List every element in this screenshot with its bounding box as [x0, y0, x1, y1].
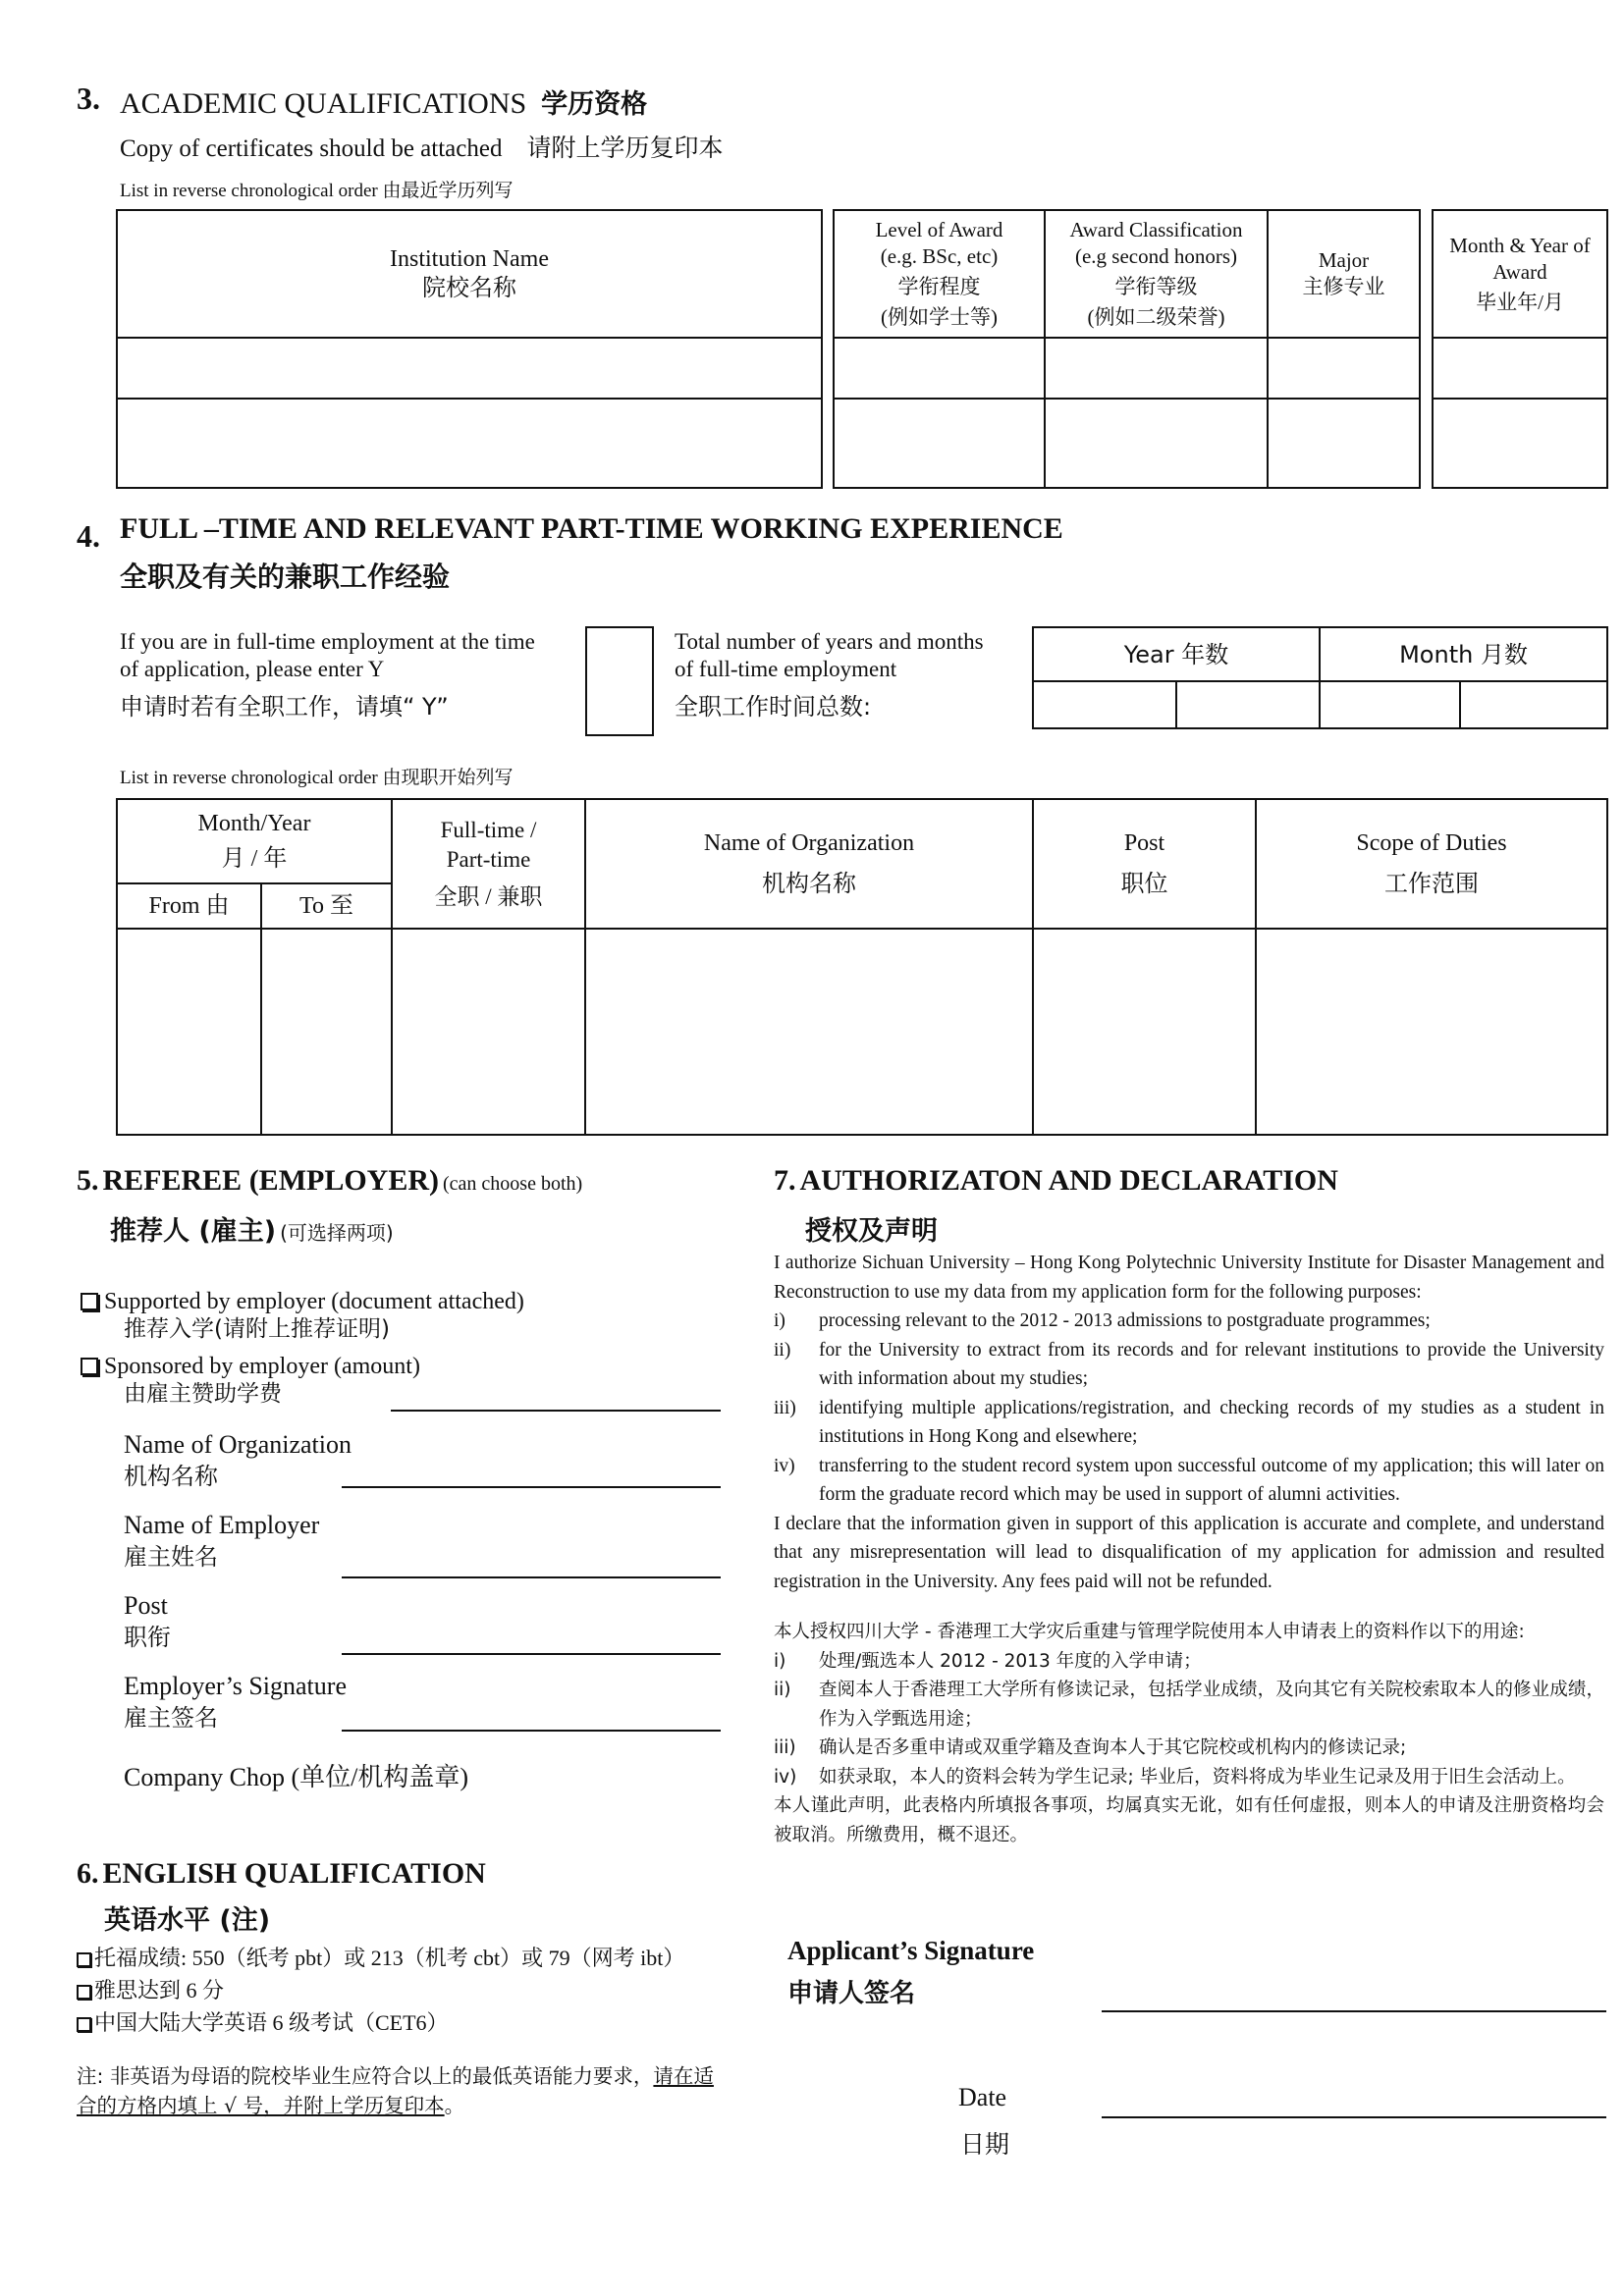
fulltime-input[interactable] — [392, 929, 585, 1135]
class-input-2[interactable] — [1045, 399, 1268, 488]
col-institution-header — [117, 210, 822, 338]
col-organization-en: Name of Organization — [703, 830, 915, 856]
declaration-item-cn-4-text: 如获录取，本人的资料会转为学生记录; 毕业后，资料将成为毕业生记录及用于旧生会活动上。 — [819, 1766, 1576, 1788]
col-month-year-cn: 月 / 年 — [221, 846, 288, 872]
supported-label-cn: 推荐入学(请附上推荐证明) — [124, 1316, 390, 1342]
declaration-item-2 — [774, 1336, 1604, 1394]
col-award-date-header — [1433, 210, 1607, 338]
section-5-title-cn-note: (可选择两项) — [280, 1221, 394, 1245]
col-level-en2: (e.g. BSc, etc) — [880, 244, 999, 268]
col-level-header — [834, 210, 1045, 338]
section-4-order-note: List in reverse chronological order 由现职开始列写 — [120, 768, 514, 788]
section-3-title-cn: 学历资格 — [541, 89, 648, 120]
declaration-item-4-num: iv) — [774, 1455, 795, 1476]
month-header: Month 月数 — [1320, 627, 1607, 681]
from-input[interactable] — [117, 929, 261, 1135]
section-3-note-en: Copy of certificates should be attached — [120, 135, 503, 162]
referee-signature-label — [124, 1671, 347, 1734]
declaration-item-cn-3 — [774, 1734, 1604, 1763]
institution-input-2[interactable] — [117, 399, 822, 488]
declaration-item-2-text: for the University to extract from its records and for relevant institutions to provide the University with information about my studies; — [819, 1339, 1604, 1389]
sponsored-checkbox[interactable] — [81, 1358, 98, 1375]
col-organization-cn: 机构名称 — [762, 872, 856, 897]
referee-signature-cn: 雇主签名 — [124, 1704, 218, 1732]
section-4-title-cn: 全职及有关的兼职工作经验 — [120, 561, 451, 593]
col-level-en1: Level of Award — [875, 218, 1003, 241]
col-class-cn1: 学衔等级 — [1114, 275, 1198, 298]
col-level-cn1: 学衔程度 — [897, 275, 981, 298]
section-3-order-note: List in reverse chronological order 由最近学历列写 — [120, 181, 514, 201]
organization-input[interactable] — [585, 929, 1033, 1135]
referee-signature-en: Employer’s Signature — [124, 1672, 347, 1700]
col-major-header — [1268, 210, 1420, 338]
total-employment-cn: 全职工作时间总数: — [675, 693, 872, 721]
col-scope-cn: 工作范围 — [1384, 872, 1479, 897]
applicant-signature-line[interactable] — [1102, 2010, 1606, 2012]
declaration-item-cn-4-num: iv) — [774, 1766, 797, 1788]
col-institution-en: Institution Name — [390, 246, 549, 272]
col-class-en2: (e.g second honors) — [1074, 244, 1238, 268]
col-post-en: Post — [1123, 830, 1165, 856]
col-class-cn2: (例如二级荣誉) — [1087, 305, 1225, 329]
declaration-item-3 — [774, 1394, 1604, 1452]
ielts-label: 雅思达到 6 分 — [94, 1978, 225, 2002]
declaration-item-cn-2-text: 查阅本人于香港理工大学所有修读记录，包括学业成绩，及向其它有关院校索取本人的修业成绩，作为入学甄选用途； — [819, 1680, 1604, 1730]
referee-employer-line[interactable] — [342, 1576, 721, 1578]
sponsored-by-employer-option[interactable] — [81, 1353, 420, 1381]
section-5-heading — [77, 1164, 582, 1198]
ielts-option[interactable] — [77, 1974, 684, 2006]
sponsored-amount-line[interactable] — [391, 1410, 721, 1412]
col-institution-cn: 院校名称 — [422, 276, 516, 301]
work-experience-table — [116, 798, 1608, 1136]
section-6-number: 6. — [77, 1857, 99, 1890]
declaration-item-cn-2 — [774, 1676, 1604, 1734]
declaration-intro: I authorize Sichuan University – Hong Kong Polytechnic University Institute for Disaster Management and Reconstruction to use my data from my application form for the following purposes: — [774, 1253, 1604, 1303]
supported-label-en: Supported by employer (document attached) — [104, 1289, 524, 1314]
total-employment-en1: Total number of years and months — [675, 629, 984, 654]
fulltime-question-en2: of application, please enter Y — [120, 657, 385, 681]
date-label: Date — [958, 2083, 1007, 2111]
academic-date-table — [1432, 209, 1608, 489]
referee-post-en: Post — [124, 1591, 168, 1620]
col-scope-en: Scope of Duties — [1356, 830, 1507, 856]
declaration-item-1 — [774, 1307, 1604, 1336]
section-4-title: FULL –TIME AND RELEVANT PART-TIME WORKING EXPERIENCE — [120, 512, 1063, 545]
award-date-input-1[interactable] — [1433, 338, 1607, 399]
col-date-cn: 毕业年/月 — [1476, 290, 1564, 314]
declaration-item-cn-1-num: i) — [774, 1650, 786, 1672]
section-7-number: 7. — [774, 1164, 796, 1197]
declaration-item-cn-4 — [774, 1763, 1604, 1792]
english-note-c: 合的方格内填上 √ 号，并附上学历复印本 — [77, 2094, 445, 2117]
declaration-item-cn-1 — [774, 1647, 1604, 1677]
declaration-item-2-num: ii) — [774, 1339, 791, 1361]
declaration-item-3-num: iii) — [774, 1397, 796, 1418]
col-from-header: From 由 — [117, 883, 261, 929]
col-post-cn: 职位 — [1120, 872, 1168, 897]
date-line[interactable] — [1102, 2116, 1606, 2118]
fulltime-question-cn: 申请时若有全职工作，请填“ Y” — [120, 693, 449, 721]
section-5-title-cn: 推荐人 (雇主) — [110, 1216, 277, 1247]
applicant-signature-label: Applicant’s Signature — [787, 1936, 1035, 1965]
declaration-item-4 — [774, 1452, 1604, 1510]
declaration-item-cn-1-text: 处理/甄选本人 2012 - 2013 年度的入学申请； — [819, 1650, 1202, 1672]
applicant-signature-label-cn: 申请人签名 — [787, 1979, 916, 2008]
declaration-intro-cn: 本人授权四川大学 - 香港理工大学灾后重建与管理学院使用本人申请表上的资料作以下的用途: — [774, 1622, 1525, 1642]
company-chop-label: Company Chop (单位/机构盖章) — [124, 1763, 468, 1791]
referee-org-cn: 机构名称 — [124, 1463, 218, 1490]
col-fulltime-en1: Full-time / — [440, 818, 537, 842]
declaration-text-cn — [774, 1618, 1604, 1849]
scope-input[interactable] — [1256, 929, 1607, 1135]
total-employment-en2: of full-time employment — [675, 657, 897, 681]
english-options — [77, 1942, 684, 2039]
academic-institution-table — [116, 209, 823, 489]
col-fulltime-header — [392, 799, 585, 929]
section-5-heading-cn — [110, 1209, 394, 1248]
referee-org-label — [124, 1429, 352, 1492]
col-to-header: To 至 — [261, 883, 392, 929]
section-5-title: REFEREE (EMPLOYER) — [102, 1164, 440, 1197]
col-fulltime-cn: 全职 / 兼职 — [434, 884, 543, 909]
section-6-title-cn: 英语水平 (注) — [104, 1905, 271, 1936]
declaration-item-1-text: processing relevant to the 2012 - 2013 admissions to postgraduate programmes; — [819, 1310, 1431, 1331]
level-input-1[interactable] — [834, 338, 1045, 399]
post-input[interactable] — [1033, 929, 1256, 1135]
year-header: Year 年数 — [1033, 627, 1320, 681]
supported-by-employer-option[interactable] — [81, 1288, 524, 1316]
section-5-number: 5. — [77, 1164, 99, 1197]
declaration-item-cn-2-num: ii) — [774, 1680, 791, 1700]
declaration-item-3-text: identifying multiple applications/registration, and checking records of my studies as a student in institutions in Hong Kong and elsewhere; — [819, 1397, 1604, 1447]
major-input-1[interactable] — [1268, 338, 1420, 399]
declaration-item-4-text: transferring to the student record system upon successful outcome of my application; this will later on form the graduate record which may be used in support of alumni activities. — [819, 1455, 1604, 1505]
referee-post-line[interactable] — [342, 1653, 721, 1655]
col-fulltime-en2: Part-time — [446, 847, 531, 872]
referee-employer-cn: 雇主姓名 — [124, 1543, 218, 1571]
section-3-title — [120, 82, 647, 121]
col-class-header — [1045, 210, 1268, 338]
level-input-2[interactable] — [834, 399, 1045, 488]
major-input-2[interactable] — [1268, 399, 1420, 488]
section-7-title-cn: 授权及声明 — [805, 1216, 938, 1247]
declaration-statement: I declare that the information given in support of this application is accurate and complete, and understand that any misrepresentation will lead to disqualification of my application for admission and resulted registration in the University. Any fees paid will not be refunded. — [774, 1513, 1604, 1592]
col-date-en2: Award — [1492, 259, 1547, 284]
award-date-input-2[interactable] — [1433, 399, 1607, 488]
date-label-cn: 日期 — [960, 2130, 1010, 2159]
section-3-note-cn: 请附上学历复印本 — [526, 133, 724, 162]
to-input[interactable] — [261, 929, 392, 1135]
cet6-label: 中国大陆大学英语 6 级考试（CET6） — [94, 2010, 449, 2035]
section-6-title: ENGLISH QUALIFICATION — [102, 1857, 486, 1890]
total-employment-label — [675, 628, 984, 721]
col-major-cn: 主修专业 — [1302, 275, 1385, 298]
declaration-item-cn-3-num: iii) — [774, 1737, 796, 1758]
referee-post-cn: 职衔 — [124, 1624, 171, 1651]
section-4-number: 4. — [77, 518, 100, 554]
supported-checkbox[interactable] — [81, 1293, 98, 1310]
toefl-label: 托福成绩: 550（纸考 pbt）或 213（机考 cbt）或 79（网考 ibt） — [94, 1946, 685, 1970]
sponsored-label-en: Sponsored by employer (amount) — [104, 1354, 420, 1379]
section-3-title-en: ACADEMIC QUALIFICATIONS — [120, 87, 527, 120]
referee-org-en: Name of Organization — [124, 1430, 352, 1459]
declaration-statement-cn: 本人谨此声明，此表格内所填报各事项，均属真实无讹，如有任何虚报，则本人的申请及注册资格均会被取消。所缴费用，概不退还。 — [774, 1795, 1604, 1845]
english-note-b: 请在适 — [653, 2064, 714, 2088]
toefl-option[interactable] — [77, 1942, 684, 1974]
section-5-title-note: (can choose both) — [443, 1173, 583, 1195]
col-scope-header — [1256, 799, 1607, 929]
declaration-text — [774, 1249, 1604, 1596]
institution-input-1[interactable] — [117, 338, 822, 399]
cet6-option[interactable] — [77, 2006, 684, 2039]
col-class-en1: Award Classification — [1069, 218, 1243, 241]
section-6-heading — [77, 1857, 486, 1891]
month-input-1[interactable] — [1320, 681, 1460, 728]
fulltime-question — [120, 628, 535, 721]
total-years-months-table — [1032, 626, 1608, 729]
sponsored-label-cn: 由雇主赞助学费 — [124, 1381, 282, 1407]
col-organization-header — [585, 799, 1033, 929]
year-input-2[interactable] — [1176, 681, 1320, 728]
col-month-year-header — [117, 799, 392, 883]
referee-employer-en: Name of Employer — [124, 1511, 320, 1539]
referee-signature-line[interactable] — [342, 1730, 721, 1732]
section-7-title: AUTHORIZATON AND DECLARATION — [799, 1164, 1338, 1197]
ielts-checkbox[interactable] — [77, 1985, 91, 2000]
month-input-2[interactable] — [1460, 681, 1607, 728]
section-3-note — [120, 133, 723, 163]
col-post-header — [1033, 799, 1256, 929]
referee-employer-label — [124, 1510, 319, 1573]
referee-post-label — [124, 1590, 171, 1653]
fulltime-question-en1: If you are in full-time employment at the time — [120, 629, 535, 654]
class-input-1[interactable] — [1045, 338, 1268, 399]
academic-award-table — [833, 209, 1421, 489]
english-note — [77, 2061, 770, 2120]
cet6-checkbox[interactable] — [77, 2017, 91, 2032]
col-major-en: Major — [1318, 248, 1370, 272]
referee-org-line[interactable] — [342, 1486, 721, 1488]
section-7-heading — [774, 1164, 1338, 1198]
toefl-checkbox[interactable] — [77, 1952, 91, 1967]
declaration-item-cn-3-text: 确认是否多重申请或双重学籍及查询本人于其它院校或机构内的修读记录; — [819, 1737, 1407, 1758]
fulltime-y-box[interactable] — [585, 626, 654, 736]
english-note-d: 。 — [444, 2094, 465, 2117]
year-input-1[interactable] — [1033, 681, 1176, 728]
declaration-item-1-num: i) — [774, 1310, 785, 1331]
english-note-a: 注: 非英语为母语的院校毕业生应符合以上的最低英语能力要求， — [77, 2064, 654, 2088]
col-date-en1: Month & Year of — [1449, 233, 1591, 257]
section-3-number: 3. — [77, 80, 100, 116]
col-month-year-en: Month/Year — [197, 811, 311, 836]
col-level-cn2: (例如学士等) — [881, 305, 998, 329]
